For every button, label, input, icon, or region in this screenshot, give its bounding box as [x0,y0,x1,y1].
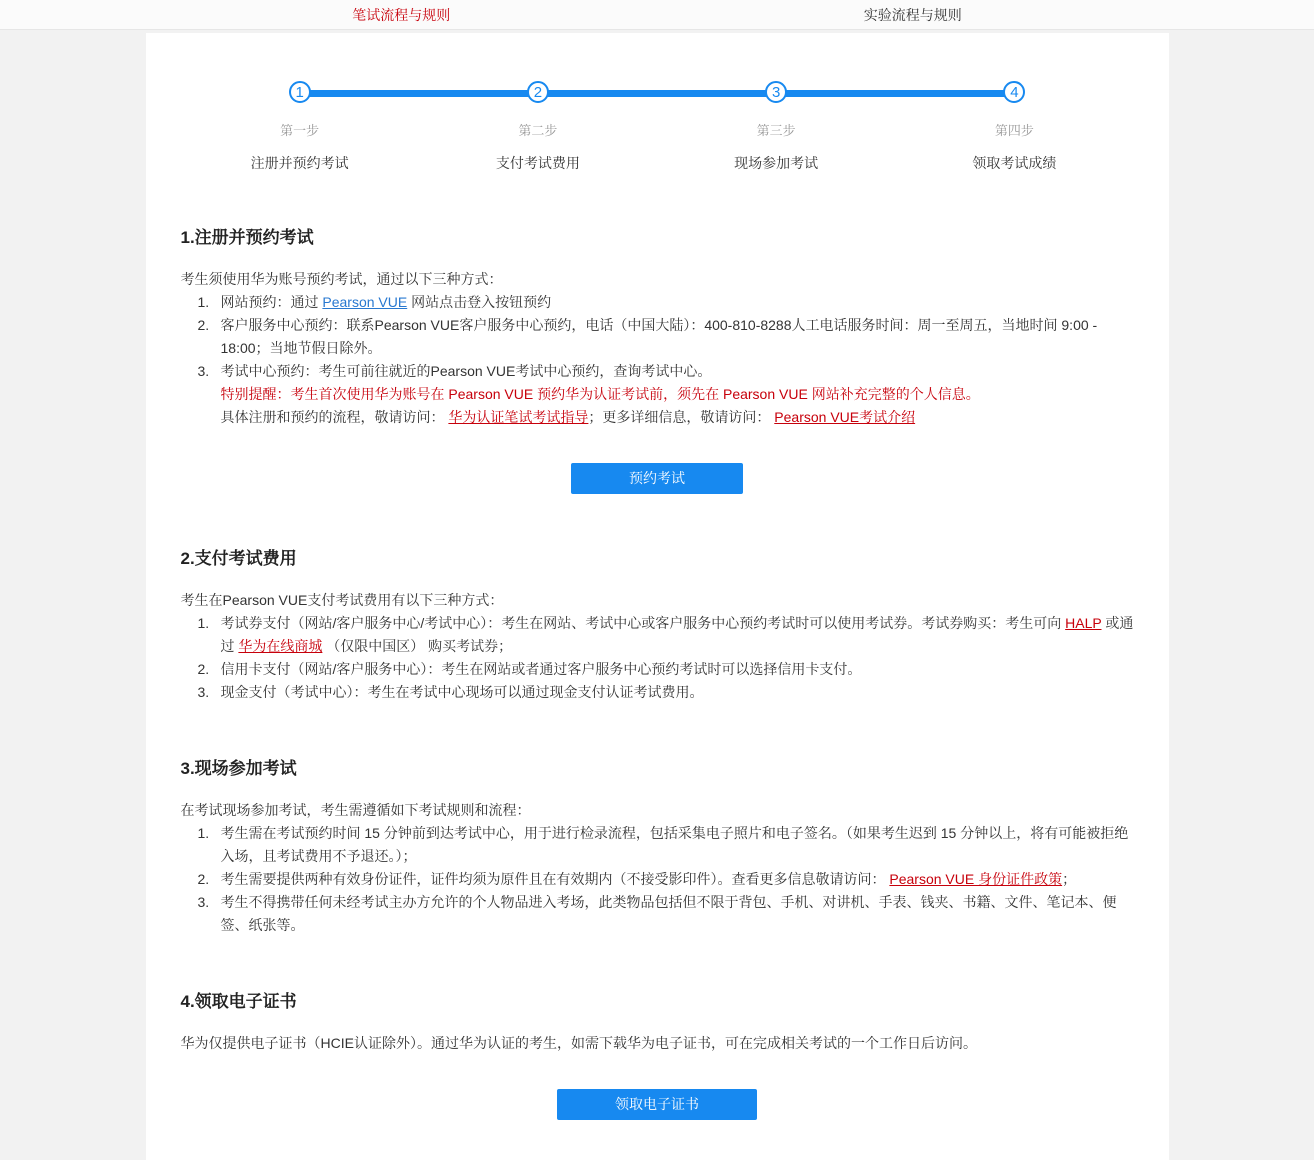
list-item [198,291,1134,314]
get-certificate-button[interactable]: 领取电子证书 [557,1089,757,1120]
huawei-online-store-link[interactable]: 华为在线商城 [238,638,323,654]
list-item-text [221,681,1134,704]
list-item [198,658,1134,681]
text: 客户服务中心预约：联系Pearson VUE客户服务中心预约，电话（中国大陆）：400-810-8288人工电话服务时间：周一至周五，当地时间 9:00 - 18:00；当地节假日除外。 [220,317,1098,356]
list-item [198,822,1134,868]
note-line [221,383,1134,406]
step-label: 第一步 [280,123,320,138]
section-title-payment: 2.支付考试费用 [180,549,297,568]
list-item-text [221,658,1134,681]
list-item-text [221,291,1134,314]
stepper-step-3 [657,81,895,173]
step-circle-3: 3 [765,81,787,103]
pearson-vue-link[interactable]: Pearson VUE [322,294,408,310]
text: 或通过 [220,615,1134,654]
list-item [198,681,1134,704]
notice-text: 特别提醒：考生首次使用华为账号在 Pearson VUE 预约华为认证考试前，须先在 Pearson VUE 网站补充完整的个人信息。 [220,386,980,402]
button-row [181,463,1134,494]
list-item-number: 3. [197,363,210,379]
step-circle-1: 1 [289,81,311,103]
list-item-number: 1. [197,825,210,841]
list-item-text [221,822,1134,868]
list-item [198,360,1134,383]
step-circle-4: 4 [1003,81,1025,103]
list-item-text [221,314,1134,360]
stepper-step-4 [895,81,1133,173]
list-item-number: 1. [197,294,210,310]
section-payment [181,544,1134,704]
list-item-number: 2. [197,871,210,887]
list-item [198,891,1134,937]
list-item-text [221,868,1134,891]
text: 考生须使用华为账号预约考试，通过以下三种方式： [180,271,503,287]
content-card [146,33,1169,1160]
list-item-text [221,612,1134,658]
step-name: 现场参加考试 [734,155,819,171]
id-policy-link[interactable]: Pearson VUE 身份证件政策 [889,871,1063,887]
stepper-step-2 [419,81,657,173]
text: 网站预约：通过 [220,294,323,310]
text: 网站点击登入按钮预约 [407,294,552,310]
text: 华为仅提供电子证书（HCIE认证除外）。通过华为认证的考生，如需下载华为电子证书，可在完成相关考试的一个工作日后访问。 [180,1035,977,1051]
note-line [221,406,1134,429]
paragraph [181,589,1134,612]
text: ；更多详细信息，敬请访问： [588,409,775,425]
text: 考生在Pearson VUE支付考试费用有以下三种方式： [180,592,504,608]
step-name: 注册并预约考试 [250,155,349,171]
list-item-text [221,891,1134,937]
section-register [181,223,1134,494]
list-item-number: 2. [197,661,210,677]
paragraph [181,1032,1134,1055]
halp-link[interactable]: HALP [1065,615,1102,631]
list-item-number: 3. [197,894,210,910]
step-name: 领取考试成绩 [972,155,1057,171]
stepper-step-1 [181,81,419,173]
text: 现金支付（考试中心）：考生在考试中心现场可以通过现金支付认证考试费用。 [220,684,704,700]
text: 具体注册和预约的流程，敬请访问： [220,409,449,425]
sections-container [181,223,1134,1120]
list-item [198,612,1134,658]
list-item-number: 1. [197,615,210,631]
tab-written-exam-rules[interactable]: 笔试流程与规则 [352,6,451,23]
text: 考试中心预约：考生可前往就近的Pearson VUE考试中心预约，查询考试中心。 [220,363,712,379]
list-item-text [221,360,1134,383]
section-title-register: 1.注册并预约考试 [180,228,314,247]
step-circle-2: 2 [527,81,549,103]
text: 信用卡支付（网站/客户服务中心）：考生在网站或者通过客户服务中心预约考试时可以选择信用卡支付。 [220,661,862,677]
written-exam-guide-link[interactable]: 华为认证笔试考试指导 [448,409,589,425]
text: 考生需要提供两种有效身份证件，证件均须为原件且在有效期内（不接受影印件）。查看更多信息敬请访问： [220,871,890,887]
list-item-number: 3. [197,684,210,700]
section-certificate [181,987,1134,1120]
list-item [198,314,1134,360]
tab-lab-exam-rules[interactable]: 实验流程与规则 [863,6,962,23]
text: （仅限中国区） 购买考试券； [322,638,513,654]
button-row [181,1089,1134,1120]
paragraph [181,799,1134,822]
text: 考生需在考试预约时间 15 分钟前到达考试中心，用于进行检录流程，包括采集电子照片和电子签名。（如果考生迟到 15 分钟以上，将有可能被拒绝入场，且考试费用不予退还。）； [220,825,1129,864]
step-label: 第四步 [994,123,1034,138]
step-label: 第二步 [518,123,558,138]
pearson-vue-intro-link[interactable]: Pearson VUE考试介绍 [774,409,916,425]
paragraph [181,268,1134,291]
list-item [198,868,1134,891]
list-item-number: 2. [197,317,210,333]
text: 考试券支付（网站/客户服务中心/考试中心）：考生在网站、考试中心或客户服务中心预约考试时可以使用考试券。考试券购买：考生可向 [220,615,1066,631]
step-name: 支付考试费用 [495,155,580,171]
text: 在考试现场参加考试，考生需遵循如下考试规则和流程： [180,802,531,818]
section-onsite [181,754,1134,937]
exam-process-stepper [181,81,1134,173]
book-exam-button[interactable]: 预约考试 [571,463,743,494]
step-label: 第三步 [756,123,796,138]
top-tab-bar [0,0,1314,30]
section-title-onsite: 3.现场参加考试 [180,759,297,778]
text: 考生不得携带任何未经考试主办方允许的个人物品进入考场，此类物品包括但不限于背包、手机、对讲机、手表、钱夹、书籍、文件、笔记本、便签、纸张等。 [220,894,1117,933]
text: ； [1062,871,1077,887]
section-title-certificate: 4.领取电子证书 [180,992,297,1011]
